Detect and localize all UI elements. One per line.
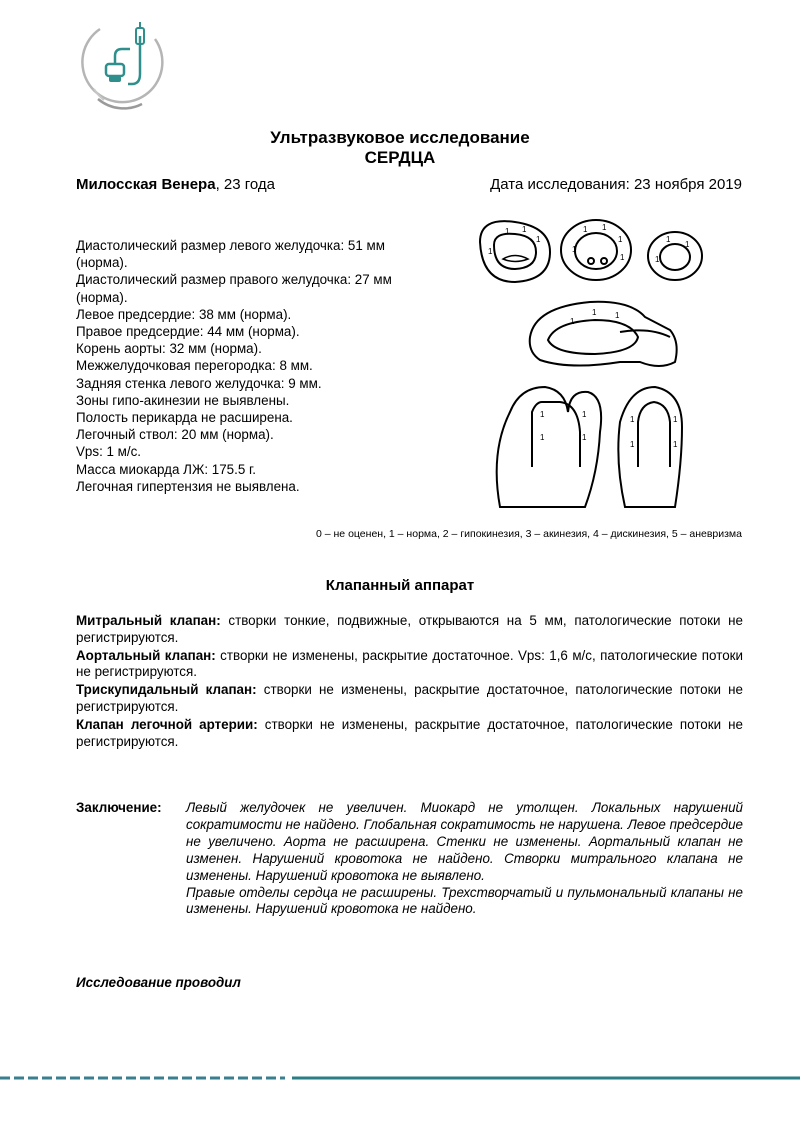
segment-score: 1: [583, 225, 588, 234]
clinic-logo: [80, 14, 170, 114]
measurement-item: Левое предсердие: 38 мм (норма).: [76, 306, 292, 322]
measurement-item: Масса миокарда ЛЖ: 175.5 г.: [76, 461, 256, 477]
segment-score: 1: [522, 225, 527, 234]
segment-score: 1: [655, 255, 660, 264]
segment-score: 1: [618, 235, 623, 244]
segment-score: 1: [615, 311, 620, 320]
measurement-item: Межжелудочковая перегородка: 8 мм.: [76, 358, 313, 374]
segment-score: 1: [570, 317, 575, 326]
valve-item: [76, 613, 743, 647]
segment-score: 1: [630, 415, 635, 424]
measurement-item: Правое предсердие: 44 мм (норма).: [76, 324, 300, 340]
valve-name: Трискупидальный клапан:: [76, 682, 257, 698]
valve-description: створки не изменены, раскрытие достаточное, патологические потоки не регистрируются.: [76, 682, 744, 714]
valve-name: Аортальный клапан:: [76, 647, 216, 663]
segment-score: 1: [685, 240, 690, 249]
measurement-item: Задняя стенка левого желудочка: 9 мм.: [76, 375, 322, 391]
measurement-item: Легочная гипертензия не выявлена.: [76, 478, 300, 494]
valve-name: Клапан легочной артерии:: [76, 716, 258, 732]
segment-score: 1: [673, 440, 678, 449]
report-subtitle: СЕРДЦА: [364, 148, 436, 167]
segment-score: 1: [620, 253, 625, 262]
segment-score: 1: [505, 227, 510, 236]
patient-age: , 23 года: [215, 176, 275, 193]
segment-score: 1: [540, 433, 545, 442]
long-axis-view: [530, 302, 677, 366]
segment-score: 1: [666, 235, 671, 244]
conclusion-text: [186, 800, 743, 918]
four-chamber-view: [497, 387, 601, 507]
conclusion-label: Заключение:: [76, 800, 162, 815]
valve-item: [76, 682, 743, 716]
footer-divider: [0, 1076, 800, 1080]
patient-name: Милосская Венера: [76, 176, 216, 193]
segment-score: 1: [582, 410, 587, 419]
conclusion-paragraph: Правые отделы сердца не расширены. Трехстворчатый и пульмональный клапаны не изменены. Нарушений кровотока не найдено.: [186, 884, 743, 917]
valve-item: [76, 648, 743, 682]
valve-description: створки не изменены, раскрытие достаточное. Vps: 1,6 м/с, патологические потоки не регистрируются.: [76, 647, 743, 680]
segment-score: 1: [630, 440, 635, 449]
valve-item: [76, 717, 743, 751]
patient-info: [76, 176, 275, 193]
valve-description: створки не изменены, раскрытие достаточное, патологические потоки не регистрируются.: [76, 716, 743, 749]
measurement-item: Диастолический размер левого желудочка: 51 мм (норма).: [76, 238, 385, 271]
measurement-item: Диастолический размер правого желудочка: 27 мм (норма).: [76, 272, 392, 305]
heart-segment-diagram: [470, 212, 720, 517]
valve-name: Митральный клапан:: [76, 613, 221, 628]
report-title: Ультразвуковое исследование: [270, 128, 530, 147]
measurement-item: Корень аорты: 32 мм (норма).: [76, 341, 262, 357]
examiner-signature-label: Исследование проводил: [76, 975, 241, 990]
exam-date: Дата исследования: 23 ноября 2019: [490, 176, 742, 193]
valve-description: створки тонкие, подвижные, открываются на 5 мм, патологические потоки не регистрируются.: [76, 613, 743, 645]
measurement-item: Легочный ствол: 20 мм (норма).: [76, 427, 274, 443]
segment-legend: 0 – не оценен, 1 – норма, 2 – гипокинезия, 3 – акинезия, 4 – дискинезия, 5 – аневризма: [316, 528, 742, 540]
measurement-item: Зоны гипо-акинезии не выявлены.: [76, 392, 290, 408]
segment-score: 1: [582, 433, 587, 442]
valves-section: [76, 613, 743, 751]
measurements-list: [76, 237, 416, 495]
measurement-item: Полость перикарда не расширена.: [76, 410, 293, 426]
segment-score: 1: [602, 223, 607, 232]
valves-section-title: Клапанный аппарат: [325, 577, 475, 594]
segment-score: 1: [488, 247, 493, 256]
measurement-item: Vps: 1 м/с.: [76, 444, 142, 460]
segment-score: 1: [673, 415, 678, 424]
segment-score: 1: [536, 235, 541, 244]
conclusion-paragraph: Левый желудочек не увеличен. Миокард не утолщен. Локальных нарушений сократимости не найдено. Глобальная сократимость не нарушена. Левое предсердие не увеличено. Аорта не расширена. Стенки не изменены. Аортальный клапан не изменен. Нарушений кровотока не найдено. Створки митрального клапана не изменены. Нарушений кровотока не выявлено.: [186, 800, 743, 883]
segment-score: 1: [572, 245, 577, 254]
segment-score: 1: [592, 308, 597, 317]
segment-score: 1: [540, 410, 545, 419]
